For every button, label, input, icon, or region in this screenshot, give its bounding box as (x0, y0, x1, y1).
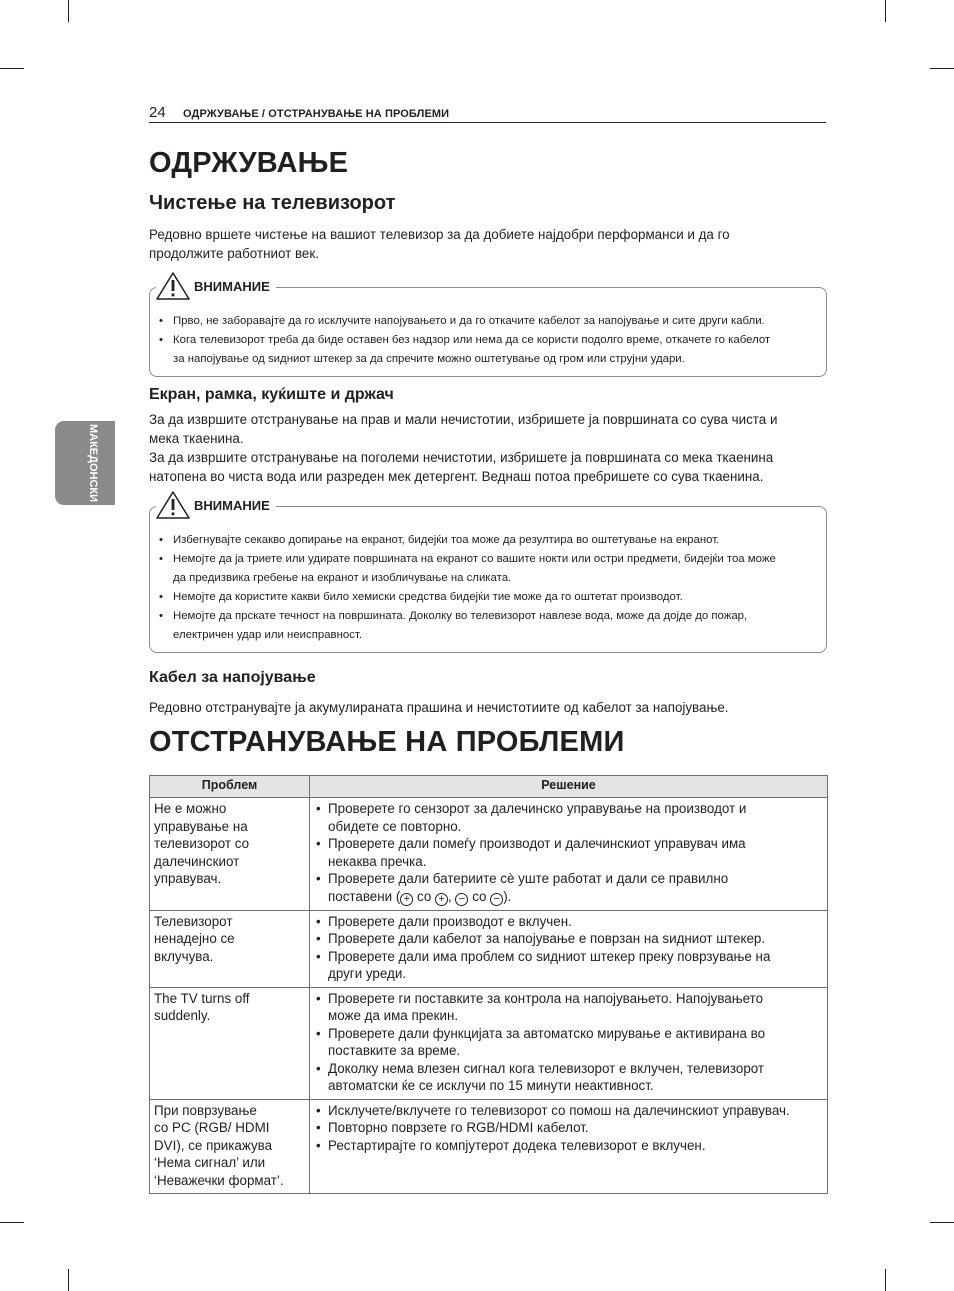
caution-label: ВНИМАНИЕ (194, 278, 270, 294)
caution-heading (156, 271, 276, 301)
solution-item (314, 913, 823, 931)
crop-mark (930, 68, 954, 69)
text-line: • Рестартирајте го компјутерот додека телевизорот е вклучен. (328, 1137, 706, 1153)
solution-item (314, 835, 823, 870)
caution-item (159, 588, 818, 607)
text-line: • Проверете ги поставките за контрола на напојувањето. Напојувањето (328, 990, 764, 1006)
crop-mark (885, 0, 886, 22)
text-line: мека ткаенина. (149, 431, 244, 446)
text-line: ненадејно се (154, 931, 235, 946)
cleaning-intro (149, 225, 829, 263)
text-line: Редовно вршете чистење на вашиот телевизор за да добиете најдобри перформанси и да го (149, 227, 730, 242)
solution-list (314, 1102, 823, 1155)
crop-mark (930, 1222, 954, 1223)
problem-cell (150, 987, 310, 1099)
text-line: • Проверете дали функцијата за автоматско мирување е активирана во (328, 1025, 766, 1041)
plus-terminal-icon: + (400, 893, 413, 906)
problem-cell (150, 798, 310, 911)
text-line: автоматски ќе се исклучи по 15 минути неактивност. (328, 1078, 654, 1093)
text-line: suddenly. (154, 1008, 211, 1023)
solution-item (314, 1060, 823, 1095)
text-line: • Немојте да прскате течност на површината. Доколку во телевизорот навлезе вода, може да дојде до пожар, (173, 610, 748, 622)
text-line: некаква пречка. (328, 853, 427, 869)
page-number: 24 (149, 104, 166, 121)
text-line: Редовно отстранувајте ја акумулираната прашина и нечистотиите од кабелот за напојување. (149, 700, 729, 715)
solution-item (314, 1119, 823, 1137)
minus-terminal-icon: − (455, 893, 468, 906)
text-line: • Доколку нема влезен сигнал кога телевизорот е вклучен, телевизорот (328, 1060, 765, 1076)
solution-cell (310, 1099, 828, 1194)
text-line: • Проверете го сензорот за далечинско управување на производот и (328, 801, 747, 816)
text-line: управување на (154, 818, 248, 834)
crop-mark (0, 1222, 24, 1223)
text-line: други уреди. (328, 966, 407, 981)
text-line: • Немојте да ја триете или удирате површината на екранот со вашите нокти или остри предмети, бидејќи тоа може (173, 553, 776, 565)
text-line: електричен удар или неисправност. (173, 629, 363, 641)
solution-item (314, 948, 823, 983)
text-line: управувач. (154, 871, 222, 886)
cleaning-title: Чистење на телевизорот (149, 192, 396, 214)
text-line: • Исклучете/вклучете го телевизорот со помош на далечинскиот управувач. (328, 1102, 790, 1118)
solution-item (314, 1025, 823, 1060)
solution-cell (310, 798, 828, 911)
column-header-problem: Проблем (150, 776, 310, 798)
text-line: При поврзување (154, 1102, 257, 1118)
text-line: DVI), се прикажува (154, 1137, 273, 1153)
crop-mark (885, 1269, 886, 1291)
warning-triangle-icon (156, 491, 190, 519)
solution-item (314, 930, 823, 948)
screen-title: Екран, рамка, куќиште и држач (149, 386, 394, 403)
text-line: • Проверете дали помеѓу производот и далечинскиот управувач има (328, 836, 746, 851)
text-fragment: со (468, 888, 491, 904)
crop-mark (0, 68, 24, 69)
caution-heading (156, 490, 276, 520)
running-head: ОДРЖУВАЊЕ / ОТСТРАНУВАЊЕ НА ПРОБЛЕМИ (183, 108, 450, 120)
power-cord-text (149, 698, 829, 717)
column-header-solution: Решение (310, 776, 828, 798)
text-line: • Проверете дали има проблем со ѕидниот штекер преку поврзување на (328, 948, 771, 964)
page-header (149, 103, 826, 123)
solution-cell (310, 987, 828, 1099)
problem-cell (150, 910, 310, 987)
text-line: да предизвика гребење на екранот и изобличување на сликата. (173, 572, 512, 584)
text-line: за напојување од ѕидниот штекер за да спречите можно оштетување од гром или струјни удари. (173, 353, 685, 365)
table-row (150, 1099, 828, 1194)
table-row (150, 987, 828, 1099)
text-line: Не е можно (154, 801, 227, 816)
troubleshooting-title: ОТСТРАНУВАЊЕ НА ПРОБЛЕМИ (149, 726, 625, 758)
solution-cell (310, 910, 828, 987)
caution-item (159, 331, 818, 369)
troubleshooting-table (149, 775, 828, 1194)
text-line: далечинскиот (154, 853, 240, 869)
caution-label: ВНИМАНИЕ (194, 497, 270, 513)
text-line: За да извршите отстранување на прав и мали нечистотии, избришете ја површината со сува чиста и (149, 412, 778, 427)
maintenance-title: ОДРЖУВАЊЕ (149, 147, 349, 179)
caution-item (159, 607, 818, 645)
caution-item (159, 550, 818, 588)
text-line: • Проверете дали батериите сè уште работат и дали се правилно (328, 871, 729, 886)
caution-box (149, 497, 827, 653)
text-fragment: поставени ( (328, 888, 401, 904)
text-line: ‘Нема сигнал’ или (154, 1155, 266, 1170)
text-fragment: со (413, 888, 436, 904)
text-line: ‘Неважечки формат’. (154, 1172, 284, 1188)
battery-polarity-line: поставени ( + со + , − со − ). (328, 888, 512, 905)
solution-list (314, 913, 823, 983)
solution-list (314, 990, 823, 1095)
text-line: • Прво, не заборавајте да го исклучите напојувањето и да го откачите кабелот за напојување и сите други кабли. (173, 315, 765, 327)
caution-list (159, 531, 818, 645)
crop-mark (68, 0, 69, 22)
text-line: • Немојте да користите какви било хемиски средства бидејќи тие може да го оштетат производот. (173, 591, 683, 603)
language-tab (55, 421, 115, 505)
text-line: Телевизорот (154, 913, 233, 929)
table-header-row (150, 776, 828, 798)
text-line: вклучува. (154, 948, 214, 964)
table-row (150, 798, 828, 911)
text-fragment: ). (503, 888, 512, 904)
caution-item (159, 531, 818, 550)
text-line: • Избегнувајте секакво допирање на екранот, бидејќи тоа може да резултира во оштетување на екранот. (173, 534, 720, 546)
text-line: со PC (RGB/ HDMI (154, 1120, 270, 1135)
caution-item (159, 312, 818, 331)
solution-list (314, 800, 823, 906)
text-line: • Проверете дали производот е вклучен. (328, 913, 572, 929)
text-line: За да извршите отстранување на поголеми нечистотии, избришете ја површината со мека ткаенина (149, 450, 774, 465)
warning-triangle-icon (156, 272, 190, 300)
caution-box (149, 278, 827, 377)
text-line: телевизорот со (154, 836, 250, 851)
plus-terminal-icon: + (435, 893, 448, 906)
text-line: • Проверете дали кабелот за напојување е поврзан на ѕидниот штекер. (328, 931, 766, 946)
text-line: може да има прекин. (328, 1008, 459, 1023)
text-line: продолжите работниот век. (149, 246, 319, 261)
language-tab-label: МАКЕДОНСКИ (87, 423, 99, 503)
solution-item (314, 1137, 823, 1155)
crop-mark (68, 1269, 69, 1291)
text-line: обидете се повторно. (328, 818, 462, 834)
problem-cell (150, 1099, 310, 1194)
solution-item (314, 1102, 823, 1120)
text-line: • Кога телевизорот треба да биде оставен без надзор или нема да се користи подолго време, откачете го кабелот (173, 334, 771, 346)
table-row (150, 910, 828, 987)
text-line: • Повторно поврзете го RGB/HDMI кабелот. (328, 1120, 589, 1135)
screen-text (149, 410, 829, 486)
text-line: поставките за време. (328, 1043, 461, 1058)
solution-item (314, 800, 823, 835)
caution-list (159, 312, 818, 369)
solution-item (314, 990, 823, 1025)
solution-item (314, 870, 823, 906)
text-line: натопена во чиста вода или разреден мек детергент. Веднаш потоа пребришете со сува ткаенина. (149, 469, 764, 484)
power-cord-title: Кабел за напојување (149, 669, 316, 686)
minus-terminal-icon: − (490, 893, 503, 906)
text-line: The TV turns off (154, 990, 250, 1006)
